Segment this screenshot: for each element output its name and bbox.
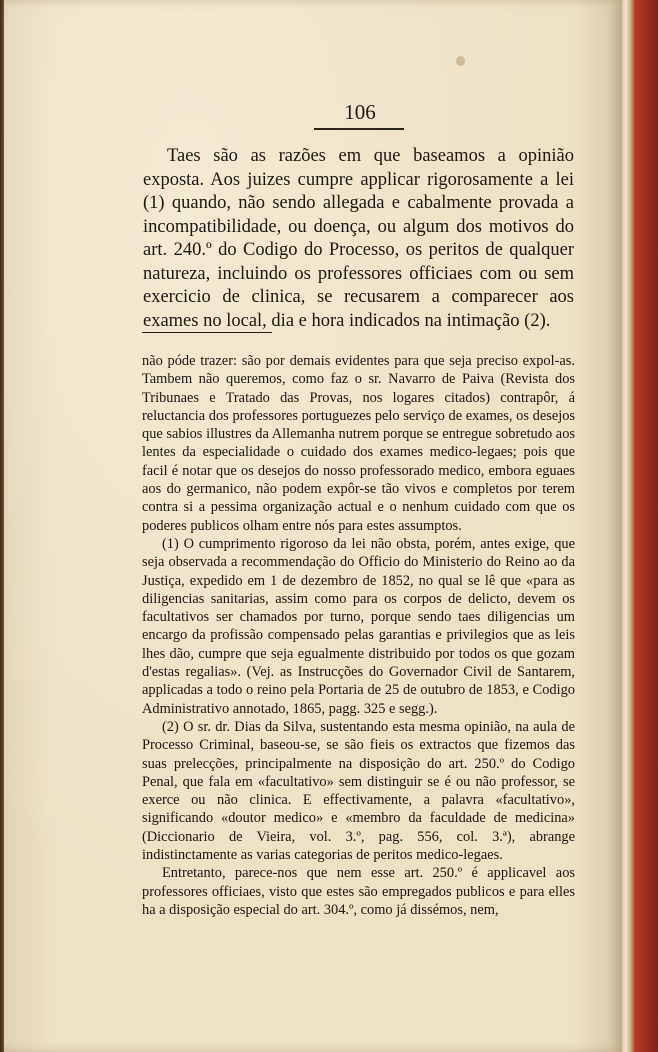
footnote-separator — [142, 332, 272, 333]
footnotes — [142, 352, 575, 919]
footnote-1: (1) O cumprimento rigoroso da lei não obsta, porém, antes exige, que seja observada a recommendação do Officio do Ministerio do Reino ao da Justiça, expedido em 1 de dezembro de 1852, no qual se lê que «para as diligencias sanitarias, assim como para os corpos de delicto, devem os facultativos ser chamados por turno, porque sendo taes diligencias um encargo da profissão compensado pelas garantias e privilegios que as leis lhes dão, cumpre que seja egualmente distribuido por todos os que gozam d'estas regalias». (Vej. as Instrucções do Governador Civil de Santarem, applicadas a todo o reino pela Portaria de 25 de outubro de 1853, e Codigo Administrativo annotado, 1865, pagg. 325 e segg.). — [142, 535, 575, 717]
page-number-rule — [314, 128, 404, 130]
paper-stain — [456, 56, 465, 66]
footnote-2: (2) O sr. dr. Dias da Silva, sustentando esta mesma opinião, na aula de Processo Criminal, baseou-se, se são fieis os extractos que fizemos das suas prelecções, principalmente na disposição do art. 250.º do Codigo Penal, que fala em «facultativo» sem distinguir se é ou não professor, se exerce ou não clinica. E effectivamente, a palavra «facultativo», significando «doutor medico» e «membro da faculdade de medicina» (Diccionario de Vieira, vol. 3.º, pag. 556, col. 3.ª), abrange indistinctamente as varias categorias de peritos medico-legaes. — [142, 718, 575, 864]
footnote-2-continued: Entretanto, parece-nos que nem esse art. 250.º é applicavel aos professores officiaes, visto que estes são empregados publicos e para elles ha a disposição especial do art. 304.º, como já dissémos, nem, — [142, 865, 575, 918]
book-binding — [622, 0, 658, 1052]
footnote-continuation: não póde trazer: são por demais evidentes para que seja preciso expol-as. Tambem não queremos, como faz o sr. Navarro de Paiva (Revista dos Tribunaes e Tratado das Provas, nos logares citados) contrapôr, á reluctancia dos professores portuguezes pelo serviço de exames, os desejos que sabios illustres da Allemanha nutrem porque se entregue sobretudo aos lentes da especialidade o cuidado dos exames medico-legaes; pois que facil é notar que os desejos do nosso professorado medico, embora eguaes aos do germanico, não podem expôr-se tão vivos e completos por terem contra si a pessima organização actual e o nenhum cuidado com que os poderes publicos olham entre nós para estes assumptos. — [142, 353, 575, 534]
page-number: 106 — [344, 100, 376, 124]
main-paragraph: Taes são as razões em que baseamos a opinião exposta. Aos juizes cumpre applicar rigorosamente a lei (1) quando, não sendo allegada e cabalmente provada a incompatibilidade, ou doença, ou algum dos motivos do art. 240.º do Codigo do Processo, os peritos de qualquer natureza, incluindo os professores officiaes com ou sem exercicio de clinica, se recusarem a comparecer aos exames no local, dia e hora indicados na intimação (2). — [143, 146, 574, 331]
book-page — [4, 0, 622, 1052]
